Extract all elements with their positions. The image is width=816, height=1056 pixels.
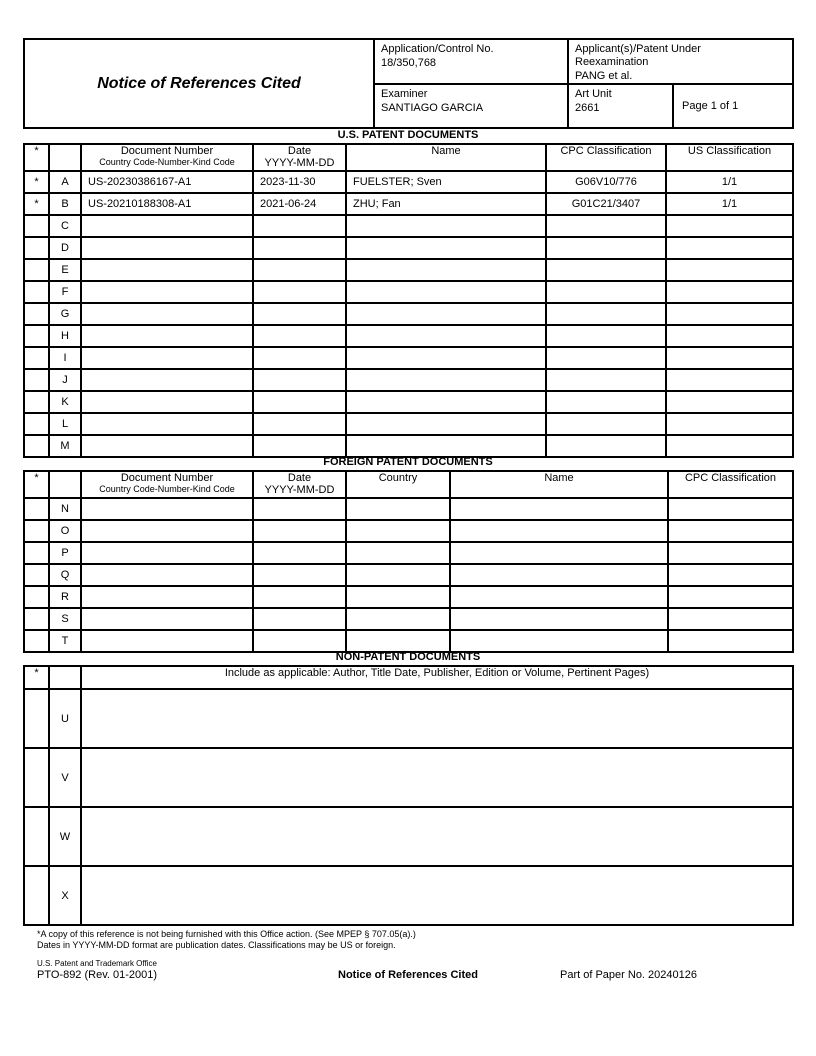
cited-marker-cell: * — [24, 193, 49, 215]
row-letter-cell: G — [49, 303, 81, 325]
col-header-name: Name — [450, 471, 668, 498]
us-patent-row — [24, 413, 793, 435]
footer-office-name: U.S. Patent and Trademark Office — [37, 959, 157, 968]
name-cell — [450, 498, 668, 520]
cpc-classification-cell — [546, 435, 666, 457]
col-header-letter — [49, 471, 81, 498]
document-number-cell — [81, 564, 253, 586]
cited-marker-cell — [24, 369, 49, 391]
cpc-classification-cell — [546, 237, 666, 259]
us-patent-row — [24, 259, 793, 281]
row-letter-cell: E — [49, 259, 81, 281]
country-cell — [346, 520, 450, 542]
document-number-cell: US-20230386167-A1 — [81, 171, 253, 193]
footer-form-title: Notice of References Cited — [338, 969, 478, 981]
date-cell — [253, 281, 346, 303]
country-cell — [346, 586, 450, 608]
non-patent-include-header: Include as applicable: Author, Title Date, Publisher, Edition or Volume, Pertinent Pages) — [81, 666, 793, 689]
art-unit-cell — [568, 84, 673, 128]
date-cell — [253, 630, 346, 652]
form-title-cell — [24, 39, 374, 128]
us-patent-row — [24, 369, 793, 391]
cited-marker-cell — [24, 215, 49, 237]
application-number-label: Application/Control No. — [381, 43, 494, 55]
footnote-copy-notice: *A copy of this reference is not being furnished with this Office action. (See MPEP § 707.05(a).) — [37, 929, 416, 939]
us-patent-row — [24, 325, 793, 347]
application-number-cell — [374, 39, 568, 84]
us-patent-row — [24, 237, 793, 259]
examiner-label: Examiner — [381, 88, 428, 100]
footnote-date-format: Dates in YYYY-MM-DD format are publication dates. Classifications may be US or foreign. — [37, 940, 396, 950]
cited-marker-cell — [24, 866, 49, 925]
col-header-cited-marker: * — [24, 666, 49, 689]
col-header-date — [253, 144, 346, 171]
document-number-subheading: Country Code-Number-Kind Code — [99, 484, 235, 494]
date-cell — [253, 391, 346, 413]
foreign-patent-row — [24, 564, 793, 586]
name-cell — [450, 586, 668, 608]
col-header-cpc: CPC Classification — [546, 144, 666, 171]
cited-marker-cell — [24, 586, 49, 608]
date-cell — [253, 542, 346, 564]
name-cell — [346, 281, 546, 303]
document-number-cell — [81, 215, 253, 237]
non-patent-row — [24, 807, 793, 866]
name-cell — [346, 369, 546, 391]
date-cell — [253, 520, 346, 542]
row-letter-cell: A — [49, 171, 81, 193]
us-patent-row — [24, 391, 793, 413]
country-cell — [346, 542, 450, 564]
foreign-patent-section-title: FOREIGN PATENT DOCUMENTS — [323, 456, 493, 468]
foreign-patent-row — [24, 498, 793, 520]
document-number-cell — [81, 369, 253, 391]
col-header-cpc: CPC Classification — [668, 471, 793, 498]
applicant-label: Applicant(s)/Patent Under Reexamination — [575, 43, 701, 68]
name-cell — [346, 391, 546, 413]
non-patent-reference-cell — [81, 689, 793, 748]
document-number-cell — [81, 281, 253, 303]
cited-marker-cell — [24, 630, 49, 652]
us-classification-cell — [666, 237, 793, 259]
document-number-cell — [81, 435, 253, 457]
cited-marker-cell — [24, 748, 49, 807]
row-letter-cell: Q — [49, 564, 81, 586]
page-indicator: Page 1 of 1 — [682, 100, 739, 112]
cited-marker-cell — [24, 259, 49, 281]
art-unit-label: Art Unit — [575, 88, 612, 100]
foreign-patent-row — [24, 520, 793, 542]
date-cell — [253, 413, 346, 435]
row-letter-cell: F — [49, 281, 81, 303]
date-cell — [253, 347, 346, 369]
country-cell — [346, 608, 450, 630]
cpc-classification-cell — [546, 303, 666, 325]
page-indicator-cell — [673, 84, 793, 128]
us-classification-cell: 1/1 — [666, 193, 793, 215]
non-patent-table — [23, 665, 794, 926]
cited-marker-cell — [24, 498, 49, 520]
foreign-patent-row — [24, 586, 793, 608]
country-cell — [346, 498, 450, 520]
name-cell — [346, 237, 546, 259]
cited-marker-cell — [24, 237, 49, 259]
us-classification-cell — [666, 281, 793, 303]
document-number-cell — [81, 630, 253, 652]
col-header-country: Country — [346, 471, 450, 498]
us-patent-row — [24, 281, 793, 303]
non-patent-section-title: NON-PATENT DOCUMENTS — [335, 651, 481, 663]
document-number-cell — [81, 303, 253, 325]
document-number-cell — [81, 259, 253, 281]
name-cell — [450, 608, 668, 630]
document-number-cell — [81, 325, 253, 347]
country-cell — [346, 630, 450, 652]
document-number-cell — [81, 520, 253, 542]
applicant-value: PANG et al. — [575, 70, 633, 82]
examiner-cell — [374, 84, 568, 128]
document-number-cell — [81, 413, 253, 435]
row-letter-cell: X — [49, 866, 81, 925]
col-header-date — [253, 471, 346, 498]
cited-marker-cell — [24, 520, 49, 542]
cpc-classification-cell — [546, 347, 666, 369]
document-number-cell — [81, 608, 253, 630]
examiner-value: SANTIAGO GARCIA — [381, 102, 484, 114]
applicant-cell — [568, 39, 793, 84]
cited-marker-cell — [24, 689, 49, 748]
cpc-classification-cell — [546, 281, 666, 303]
application-number-value: 18/350,768 — [381, 57, 437, 69]
cpc-classification-cell — [668, 498, 793, 520]
non-patent-reference-cell — [81, 807, 793, 866]
date-cell — [253, 325, 346, 347]
cpc-classification-cell — [546, 369, 666, 391]
row-letter-cell: C — [49, 215, 81, 237]
row-letter-cell: W — [49, 807, 81, 866]
date-cell — [253, 215, 346, 237]
cited-marker-cell — [24, 542, 49, 564]
name-cell — [346, 347, 546, 369]
cpc-classification-cell — [546, 413, 666, 435]
name-cell — [346, 215, 546, 237]
document-number-cell — [81, 542, 253, 564]
us-classification-cell — [666, 259, 793, 281]
us-classification-cell — [666, 413, 793, 435]
us-classification-cell — [666, 435, 793, 457]
date-cell — [253, 435, 346, 457]
cited-marker-cell — [24, 325, 49, 347]
date-cell: 2023-11-30 — [253, 171, 346, 193]
us-classification-cell: 1/1 — [666, 171, 793, 193]
non-patent-row — [24, 866, 793, 925]
us-patent-row — [24, 303, 793, 325]
row-letter-cell: P — [49, 542, 81, 564]
cpc-classification-cell — [546, 259, 666, 281]
name-cell: FUELSTER; Sven — [346, 171, 546, 193]
date-heading: Date — [287, 472, 312, 484]
date-cell — [253, 369, 346, 391]
document-number-heading: Document Number — [120, 145, 214, 157]
cpc-classification-cell: G06V10/776 — [546, 171, 666, 193]
row-letter-cell: K — [49, 391, 81, 413]
row-letter-cell: H — [49, 325, 81, 347]
cpc-classification-cell: G01C21/3407 — [546, 193, 666, 215]
name-cell — [450, 564, 668, 586]
name-cell — [346, 413, 546, 435]
cpc-classification-cell — [546, 325, 666, 347]
us-patent-row — [24, 347, 793, 369]
date-cell — [253, 608, 346, 630]
non-patent-row — [24, 689, 793, 748]
cited-marker-cell — [24, 807, 49, 866]
cited-marker-cell — [24, 391, 49, 413]
document-number-cell — [81, 237, 253, 259]
us-patent-row — [24, 171, 793, 193]
cited-marker-cell — [24, 435, 49, 457]
col-header-document-number — [81, 471, 253, 498]
foreign-patent-row — [24, 608, 793, 630]
row-letter-cell: U — [49, 689, 81, 748]
row-letter-cell: M — [49, 435, 81, 457]
cited-marker-cell — [24, 281, 49, 303]
col-header-document-number — [81, 144, 253, 171]
cpc-classification-cell — [668, 564, 793, 586]
date-subheading: YYYY-MM-DD — [264, 157, 335, 169]
date-cell: 2021-06-24 — [253, 193, 346, 215]
document-number-heading: Document Number — [120, 472, 214, 484]
document-number-cell — [81, 391, 253, 413]
document-number-cell: US-20210188308-A1 — [81, 193, 253, 215]
cpc-classification-cell — [668, 542, 793, 564]
row-letter-cell: D — [49, 237, 81, 259]
date-heading: Date — [287, 145, 312, 157]
non-patent-reference-cell — [81, 748, 793, 807]
date-cell — [253, 586, 346, 608]
art-unit-value: 2661 — [575, 102, 600, 114]
foreign-patent-row — [24, 542, 793, 564]
us-patent-row — [24, 193, 793, 215]
us-classification-cell — [666, 369, 793, 391]
us-patent-table — [23, 143, 794, 458]
us-patent-row — [24, 435, 793, 457]
name-cell — [450, 542, 668, 564]
us-classification-cell — [666, 391, 793, 413]
name-cell — [346, 259, 546, 281]
name-cell — [346, 303, 546, 325]
non-patent-row — [24, 748, 793, 807]
form-title: Notice of References Cited — [97, 74, 301, 92]
cpc-classification-cell — [668, 608, 793, 630]
row-letter-cell: V — [49, 748, 81, 807]
country-cell — [346, 564, 450, 586]
col-header-letter — [49, 144, 81, 171]
row-letter-cell: B — [49, 193, 81, 215]
row-letter-cell: T — [49, 630, 81, 652]
us-classification-cell — [666, 347, 793, 369]
us-classification-cell — [666, 303, 793, 325]
footer-form-number: PTO-892 (Rev. 01-2001) — [37, 969, 158, 981]
date-cell — [253, 564, 346, 586]
foreign-patent-row — [24, 630, 793, 652]
col-header-name: Name — [346, 144, 546, 171]
us-classification-cell — [666, 215, 793, 237]
document-number-cell — [81, 498, 253, 520]
date-cell — [253, 259, 346, 281]
footer-paper-number: Part of Paper No. 20240126 — [560, 969, 697, 981]
name-cell — [450, 520, 668, 542]
row-letter-cell: I — [49, 347, 81, 369]
row-letter-cell: L — [49, 413, 81, 435]
name-cell — [346, 435, 546, 457]
cpc-classification-cell — [668, 630, 793, 652]
name-cell: ZHU; Fan — [346, 193, 546, 215]
foreign-patent-table — [23, 470, 794, 653]
date-subheading: YYYY-MM-DD — [264, 484, 335, 496]
cited-marker-cell — [24, 303, 49, 325]
form-header-box — [23, 38, 794, 129]
cpc-classification-cell — [546, 391, 666, 413]
row-letter-cell: O — [49, 520, 81, 542]
name-cell — [450, 630, 668, 652]
col-header-cited-marker: * — [24, 471, 49, 498]
cited-marker-cell — [24, 413, 49, 435]
cpc-classification-cell — [546, 215, 666, 237]
name-cell — [346, 325, 546, 347]
us-classification-cell — [666, 325, 793, 347]
cpc-classification-cell — [668, 520, 793, 542]
date-cell — [253, 303, 346, 325]
row-letter-cell: J — [49, 369, 81, 391]
row-letter-cell: S — [49, 608, 81, 630]
row-letter-cell: N — [49, 498, 81, 520]
col-header-letter — [49, 666, 81, 689]
document-number-subheading: Country Code-Number-Kind Code — [99, 157, 235, 167]
cited-marker-cell: * — [24, 171, 49, 193]
col-header-cited-marker: * — [24, 144, 49, 171]
non-patent-reference-cell — [81, 866, 793, 925]
us-patent-section-title: U.S. PATENT DOCUMENTS — [337, 129, 479, 141]
col-header-us-class: US Classification — [666, 144, 793, 171]
cited-marker-cell — [24, 564, 49, 586]
cited-marker-cell — [24, 608, 49, 630]
cpc-classification-cell — [668, 586, 793, 608]
date-cell — [253, 498, 346, 520]
us-patent-row — [24, 215, 793, 237]
cited-marker-cell — [24, 347, 49, 369]
document-number-cell — [81, 347, 253, 369]
document-number-cell — [81, 586, 253, 608]
date-cell — [253, 237, 346, 259]
row-letter-cell: R — [49, 586, 81, 608]
